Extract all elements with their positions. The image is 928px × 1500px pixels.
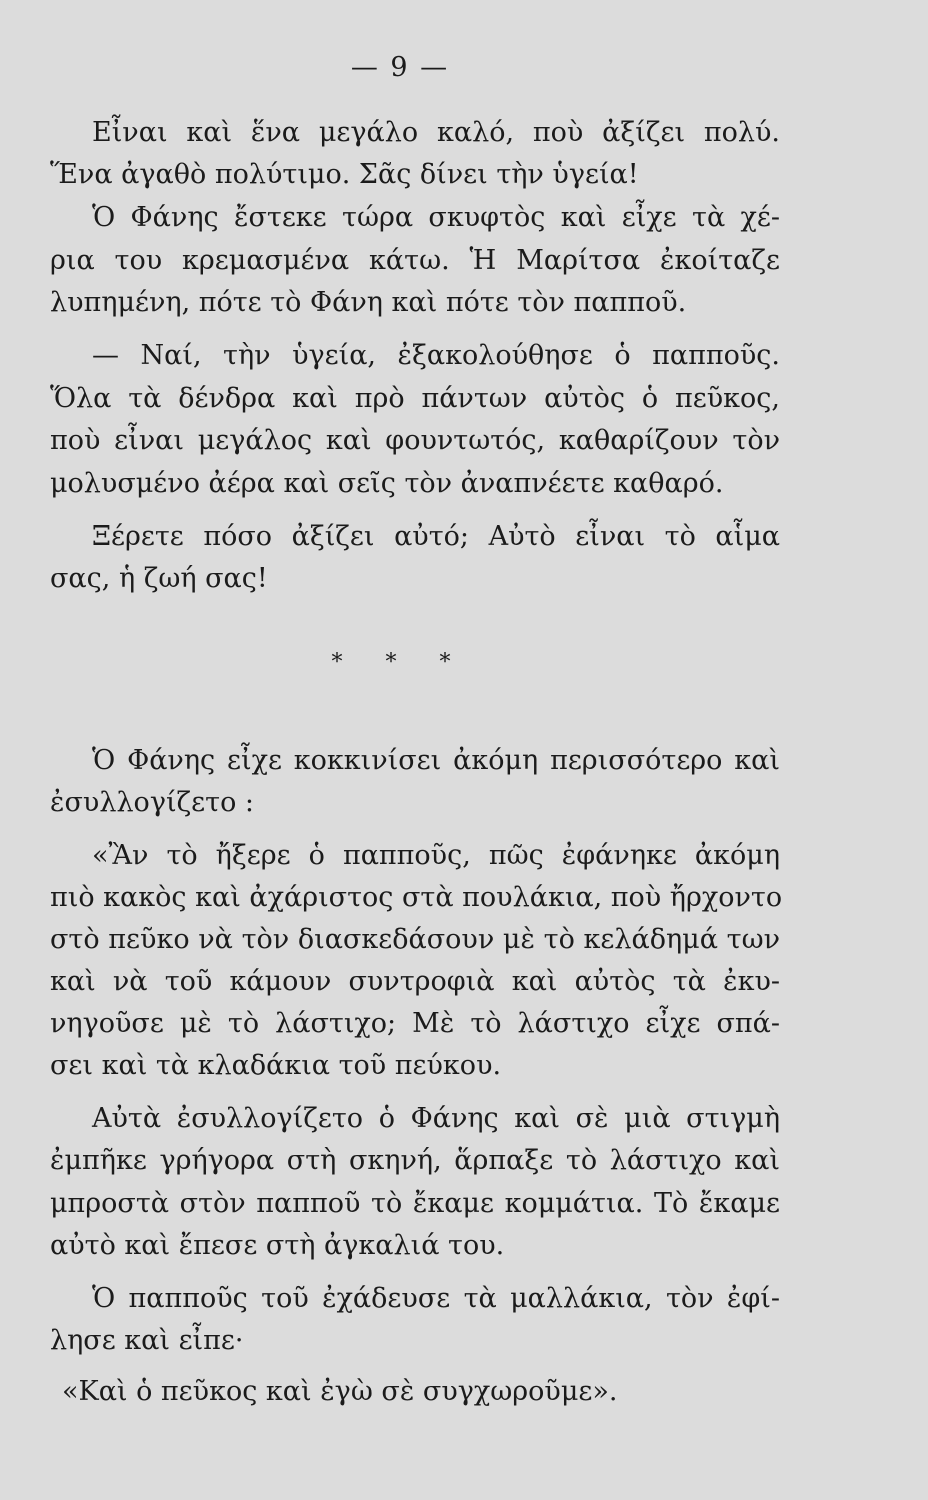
text-line: «Καὶ ὁ πεῦκος καὶ ἐγὼ σὲ συγχωροῦμε».: [62, 1376, 618, 1407]
text-line: στὸ πεῦκο νὰ τὸν διασκεδάσουν μὲ τὸ κελάδημά των: [50, 924, 780, 955]
text-line: ἐσυλλογίζετο :: [50, 787, 255, 818]
text-line: πιὸ κακὸς καὶ ἀχάριστος στὰ πουλάκια, ποὺ ἤρχοντο: [50, 882, 783, 913]
text-line: καὶ νὰ τοῦ κάμουν συντροφιὰ καὶ αὐτὸς τὰ ἐκυ-: [50, 966, 780, 997]
text-line: σας, ἡ ζωή σας!: [50, 563, 268, 594]
text-line: ποὺ εἶναι μεγάλος καὶ φουντωτός, καθαρίζουν τὸν: [50, 425, 780, 456]
text-line: — Ναί, τὴν ὑγεία, ἐξακολούθησε ὁ παπποῦς.: [92, 340, 780, 371]
text-line: Ὁ Φάνης εἶχε κοκκινίσει ἀκόμη περισσότερο καὶ: [92, 745, 780, 776]
text-line: σει καὶ τὰ κλαδάκια τοῦ πεύκου.: [50, 1050, 502, 1081]
text-line: Ξέρετε πόσο ἀξίζει αὐτό; Αὐτὸ εἶναι τὸ αἷμα: [92, 521, 780, 552]
text-line: Αὐτὰ ἐσυλλογίζετο ὁ Φάνης καὶ σὲ μιὰ στιγμὴ: [92, 1103, 780, 1134]
text-line: ἐμπῆκε γρήγορα στὴ σκηνή, ἅρπαξε τὸ λάστιχο καὶ: [50, 1145, 780, 1176]
text-line: νηγοῦσε μὲ τὸ λάστιχο; Μὲ τὸ λάστιχο εἶχε σπά-: [50, 1008, 780, 1039]
text-line: «Ἂν τὸ ἤξερε ὁ παπποῦς, πῶς ἐφάνηκε ἀκόμη: [92, 840, 780, 871]
text-line: ρια του κρεμασμένα κάτω. Ἡ Μαρίτσα ἐκοίταζε: [50, 245, 780, 276]
text-line: μπροστὰ στὸν παπποῦ τὸ ἔκαμε κομμάτια. Τὸ ἔκαμε: [50, 1188, 780, 1219]
text-line: λυπημένη, πότε τὸ Φάνη καὶ πότε τὸν παπποῦ.: [50, 287, 687, 318]
text-line: αὐτὸ καὶ ἔπεσε στὴ ἀγκαλιά του.: [50, 1230, 505, 1261]
text-line: λησε καὶ εἶπε·: [50, 1325, 244, 1356]
text-line: Ἕνα ἀγαθὸ πολύτιμο. Σᾶς δίνει τὴν ὑγεία!: [50, 159, 639, 190]
section-separator: * * *: [331, 650, 469, 675]
text-line: Ὁ παπποῦς τοῦ ἐχάδευσε τὰ μαλλάκια, τὸν ἐφί-: [92, 1283, 780, 1314]
text-line: Ὁ Φάνης ἔστεκε τώρα σκυφτὸς καὶ εἶχε τὰ χέ-: [92, 202, 780, 233]
text-line: Ὅλα τὰ δένδρα καὶ πρὸ πάντων αὐτὸς ὁ πεῦκος,: [50, 383, 780, 414]
page-number: — 9 —: [350, 52, 450, 83]
text-line: μολυσμένο ἀέρα καὶ σεῖς τὸν ἀναπνέετε καθαρό.: [50, 468, 724, 499]
text-line: Εἶναι καὶ ἕνα μεγάλο καλό, ποὺ ἀξίζει πολύ.: [92, 117, 780, 148]
